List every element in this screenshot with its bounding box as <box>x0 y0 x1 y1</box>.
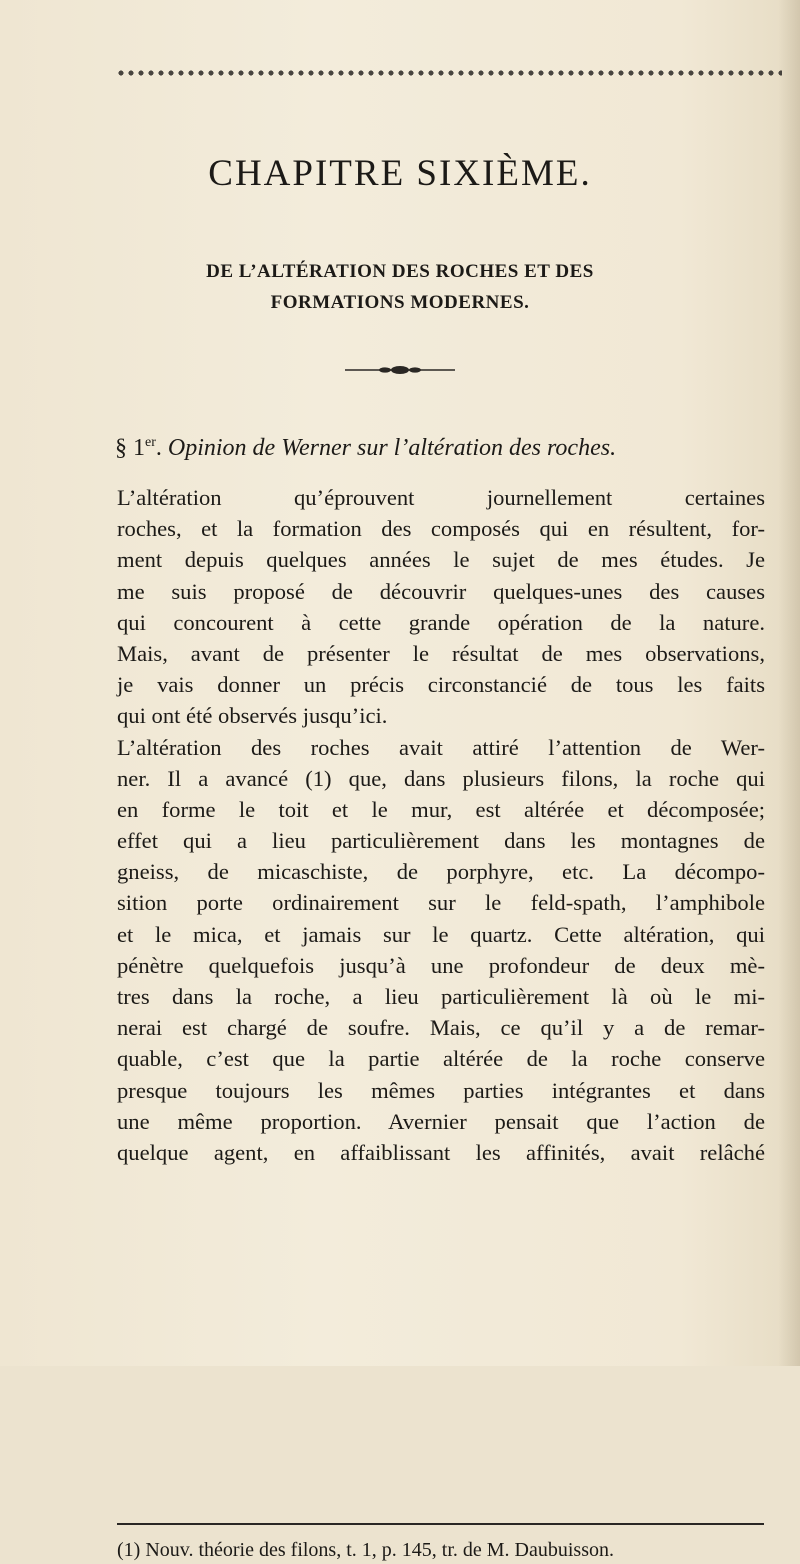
chapter-title: CHAPITRE SIXIÈME. <box>208 153 592 194</box>
body-line: nerai est chargé de soufre. Mais, ce qu’il y a de remar- <box>117 1015 765 1041</box>
body-line: roches, et la formation des composés qui en résultent, for- <box>117 516 765 542</box>
footnote: (1) Nouv. théorie des filons, t. 1, p. 145, tr. de M. Daubuisson. <box>117 1539 614 1561</box>
body-line: en forme le toit et le mur, est altérée et décomposée; <box>117 796 765 822</box>
body-line: gneiss, de micaschiste, de porphyre, etc. La décompo- <box>117 859 765 885</box>
body-line: L’altération qu’éprouvent journellement certaines <box>117 485 765 510</box>
body-line: presque toujours les mêmes parties intégrantes et dans <box>117 1077 765 1103</box>
page-edge-shadow <box>778 0 800 1366</box>
body-line: effet qui a lieu particulièrement dans les montagnes de <box>117 828 765 854</box>
body-line: Mais, avant de présenter le résultat de mes observations, <box>117 640 765 666</box>
section-mark-period: . <box>155 435 168 461</box>
section-heading <box>0 256 800 318</box>
body-line: L’altération des roches avait attiré l’attention de Wer- <box>117 734 765 760</box>
body-line: quable, c’est que la partie altérée de la roche conserve <box>117 1046 765 1072</box>
subheading-title: Opinion de Werner sur l’altération des roches. <box>167 435 617 461</box>
body-line: pénètre quelquefois jusqu’à une profondeur de deux mè- <box>117 952 765 978</box>
subheading <box>115 428 775 463</box>
section-heading-line-2: FORMATIONS MODERNES. <box>270 292 530 313</box>
body-line: une même proportion. Avernier pensait que l’action de <box>117 1108 765 1134</box>
body-line: ner. Il a avancé (1) que, dans plusieurs filons, la roche qui <box>117 765 765 791</box>
body-line: tres dans la roche, a lieu particulièrement là où le mi- <box>117 984 765 1009</box>
body-line: je vais donner un précis circonstancié de tous les faits <box>117 672 765 698</box>
top-ornament-border <box>116 66 782 80</box>
divider-ornament <box>345 364 455 376</box>
footnote-rule <box>117 1523 764 1525</box>
body-line: qui ont été observés jusqu’ici. <box>117 703 388 729</box>
body-text <box>117 482 765 1168</box>
section-heading-line-1: DE L’ALTÉRATION DES ROCHES ET DES <box>206 261 594 282</box>
body-line: me suis proposé de découvrir quelques-unes des causes <box>117 578 765 604</box>
section-mark: § 1 <box>115 435 145 461</box>
body-line: quelque agent, en affaiblissant les affinités, avait relâché <box>117 1139 765 1165</box>
body-line: et le mica, et jamais sur le quartz. Cette altération, qui <box>117 921 765 947</box>
body-line: qui concourent à cette grande opération de la nature. <box>117 609 765 635</box>
body-line: sition porte ordinairement sur le feld-spath, l’amphibole <box>117 890 765 916</box>
body-line: ment depuis quelques années le sujet de mes études. Je <box>117 547 765 573</box>
section-mark-superscript: er <box>145 435 156 450</box>
